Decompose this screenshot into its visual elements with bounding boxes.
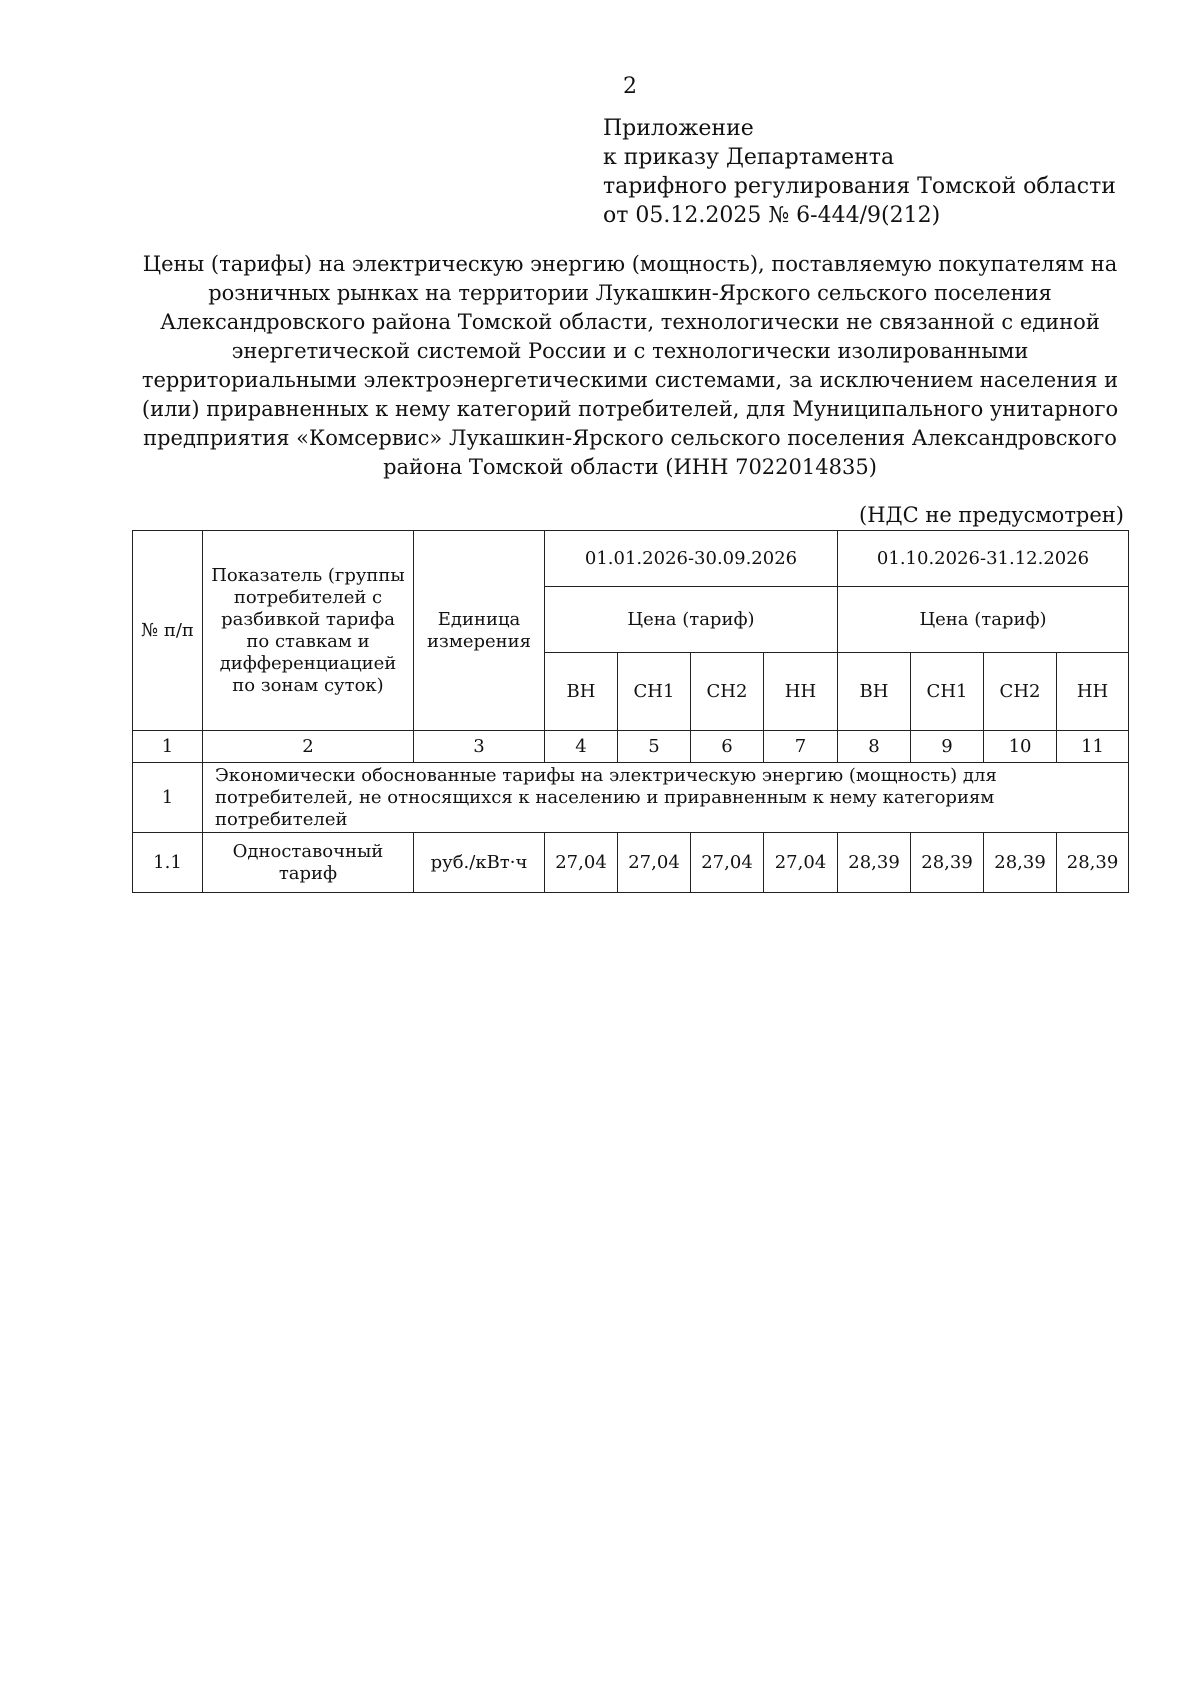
row-num: 1.1	[133, 833, 203, 893]
column-number: 9	[911, 731, 984, 763]
header-num: № п/п	[133, 531, 203, 731]
tariff-table	[132, 530, 1129, 893]
price-value: 28,39	[1057, 833, 1129, 893]
header-unit: Единица измерения	[414, 531, 545, 731]
appendix-line: к приказу Департамента	[603, 145, 895, 170]
column-number: 4	[545, 731, 618, 763]
section-num: 1	[133, 763, 203, 833]
column-number: 1	[133, 731, 203, 763]
column-number: 5	[618, 731, 691, 763]
price-value: 28,39	[984, 833, 1057, 893]
table-row	[133, 833, 1129, 893]
appendix-block	[603, 114, 1163, 230]
column-number: 6	[691, 731, 764, 763]
document-title: Цены (тарифы) на электрическую энергию (мощность), поставляемую покупателям на розничных рынках на территории Лукашкин-Ярского сельского поселения Александровского района Томской области, технологически не связанной с единой энергетической системой России и с технологически изолированными территориальными электроэнергетическими системами, за исключением населения и (или) приравненных к нему категорий потребителей, для Муниципального унитарного предприятия «Комсервис» Лукашкин-Ярского сельского поселения Александровского района Томской области (ИНН 7022014835)	[141, 252, 1119, 479]
appendix-line: Приложение	[603, 116, 754, 141]
header-level: НН	[764, 653, 838, 731]
header-indicator: Показатель (группы потребителей с разбивкой тарифа по ставкам и дифференциацией по зонам суток)	[203, 531, 414, 731]
header-level: ВН	[545, 653, 618, 731]
price-value: 28,39	[838, 833, 911, 893]
column-number: 8	[838, 731, 911, 763]
price-value: 27,04	[764, 833, 838, 893]
header-level: СН1	[911, 653, 984, 731]
vat-note: (НДС не предусмотрен)	[859, 503, 1124, 527]
page-number: 2	[623, 74, 637, 99]
column-number-row	[133, 731, 1129, 763]
price-value: 27,04	[691, 833, 764, 893]
header-price-1: Цена (тариф)	[545, 587, 838, 653]
header-period-2: 01.10.2026-31.12.2026	[838, 531, 1129, 587]
column-number: 11	[1057, 731, 1129, 763]
header-row-periods	[133, 531, 1129, 587]
column-number: 3	[414, 731, 545, 763]
column-number: 2	[203, 731, 414, 763]
price-value: 27,04	[618, 833, 691, 893]
header-level: СН2	[691, 653, 764, 731]
header-level: СН2	[984, 653, 1057, 731]
header-period-1: 01.01.2026-30.09.2026	[545, 531, 838, 587]
section-text: Экономически обоснованные тарифы на электрическую энергию (мощность) для потребителей, не относящихся к населению и приравненным к нему категориям потребителей	[203, 763, 1129, 833]
appendix-line: от 05.12.2025 № 6-444/9(212)	[603, 203, 941, 228]
row-indicator: Одноставочный тариф	[203, 833, 414, 893]
header-level: СН1	[618, 653, 691, 731]
appendix-line: тарифного регулирования Томской области	[603, 174, 1116, 199]
section-row	[133, 763, 1129, 833]
price-value: 28,39	[911, 833, 984, 893]
header-level: НН	[1057, 653, 1129, 731]
header-price-2: Цена (тариф)	[838, 587, 1129, 653]
row-unit: руб./кВт·ч	[414, 833, 545, 893]
column-number: 10	[984, 731, 1057, 763]
price-value: 27,04	[545, 833, 618, 893]
header-level: ВН	[838, 653, 911, 731]
column-number: 7	[764, 731, 838, 763]
